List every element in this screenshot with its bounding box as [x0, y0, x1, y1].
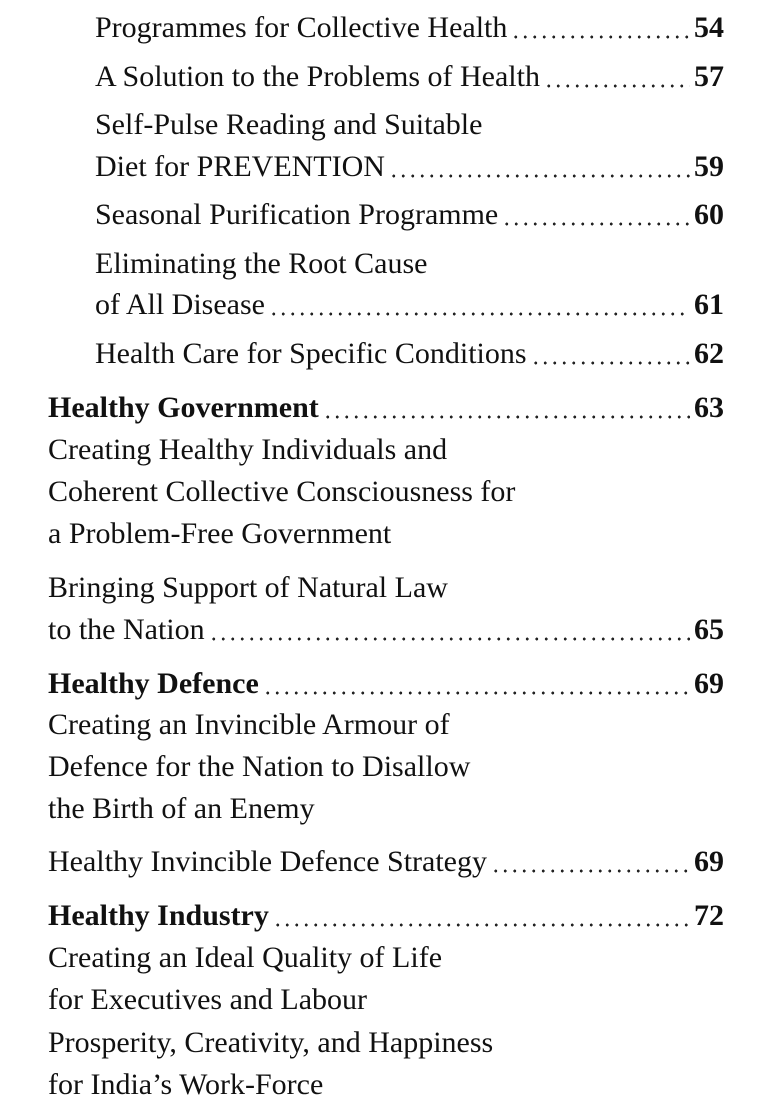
- toc-entry-line: [95, 104, 724, 146]
- toc-entry-line: [48, 746, 724, 788]
- dot-leader: [491, 841, 690, 883]
- toc-entry-title: Bringing Support of Natural Law: [48, 571, 448, 604]
- page-number: 54: [694, 11, 724, 44]
- toc-entry-line: [48, 704, 724, 746]
- toc-entry-line: [48, 1064, 724, 1106]
- dot-leader: [273, 895, 690, 937]
- toc-entry-title: Diet for PREVENTION: [95, 150, 385, 183]
- toc-entry-line: [48, 841, 724, 883]
- dot-leader: [531, 333, 690, 375]
- toc-entry-title: Programmes for Collective Health: [95, 11, 508, 44]
- toc-entry-line: [48, 471, 724, 513]
- toc-entry-title: A Solution to the Problems of Health: [95, 60, 540, 93]
- toc-entry-line: [48, 788, 724, 830]
- toc-entry-line: [95, 333, 724, 375]
- dot-leader: [502, 194, 690, 236]
- toc-entry-title: Healthy Invincible Defence Strategy: [48, 845, 487, 878]
- toc-section-heading: [48, 895, 724, 937]
- page-number: 57: [694, 60, 724, 93]
- toc-entry-title: Coherent Collective Consciousness for: [48, 475, 516, 508]
- toc-entry-title: of All Disease: [95, 288, 265, 321]
- toc-entry-title: the Birth of an Enemy: [48, 792, 315, 825]
- dot-leader: [269, 284, 690, 326]
- page-number: 63: [694, 391, 724, 424]
- toc-entry-title: Health Care for Specific Conditions: [95, 337, 527, 370]
- page-number: 69: [694, 845, 724, 878]
- toc-entry-line: [95, 7, 724, 49]
- page-number: 72: [694, 899, 724, 932]
- dot-leader: [209, 609, 690, 651]
- toc-entry-title: a Problem-Free Government: [48, 517, 392, 550]
- page-number: 59: [694, 150, 724, 183]
- page-number: 61: [694, 288, 724, 321]
- toc-entry-line: [48, 979, 724, 1021]
- toc-entry-title: Seasonal Purification Programme: [95, 198, 499, 231]
- toc-entry-title: Creating an Ideal Quality of Life: [48, 941, 443, 974]
- page-number: 60: [694, 198, 724, 231]
- toc-entry-title: Self-Pulse Reading and Suitable: [95, 108, 483, 141]
- toc-entry-line: [48, 1022, 724, 1064]
- toc-entry-title: Creating Healthy Individuals and: [48, 433, 448, 466]
- dot-leader: [323, 387, 690, 429]
- dot-leader: [544, 56, 690, 98]
- toc-entry-line: [48, 567, 724, 609]
- toc-section-heading: [48, 387, 724, 429]
- toc-entry-line: [95, 284, 724, 326]
- toc-entry-title: Prosperity, Creativity, and Happiness: [48, 1026, 494, 1059]
- toc-entry-line: [48, 513, 724, 555]
- dot-leader: [263, 663, 690, 705]
- dot-leader: [389, 146, 690, 188]
- toc-entry-title: Healthy Defence: [48, 667, 259, 700]
- toc-entry-line: [48, 429, 724, 471]
- toc-entry-line: [95, 194, 724, 236]
- toc-section-heading: [48, 663, 724, 705]
- toc-entry-title: Creating an Invincible Armour of: [48, 708, 450, 741]
- page-number: 65: [694, 613, 724, 646]
- toc-entry-line: [95, 56, 724, 98]
- toc-entry-title: Healthy Government: [48, 391, 319, 424]
- toc-entry-line: [48, 937, 724, 979]
- page-number: 62: [694, 337, 724, 370]
- dot-leader: [511, 7, 690, 49]
- toc-entry-line: [95, 243, 724, 285]
- toc-entry-title: Eliminating the Root Cause: [95, 247, 428, 280]
- toc-entry-title: Defence for the Nation to Disallow: [48, 750, 471, 783]
- toc-entry-title: for Executives and Labour: [48, 983, 368, 1016]
- toc-entry-title: to the Nation: [48, 613, 205, 646]
- toc-entry-title: for India’s Work-Force: [48, 1068, 324, 1101]
- toc-entry-line: [48, 609, 724, 651]
- toc-entry-line: [95, 146, 724, 188]
- toc-entry-title: Healthy Industry: [48, 899, 269, 932]
- page-number: 69: [694, 667, 724, 700]
